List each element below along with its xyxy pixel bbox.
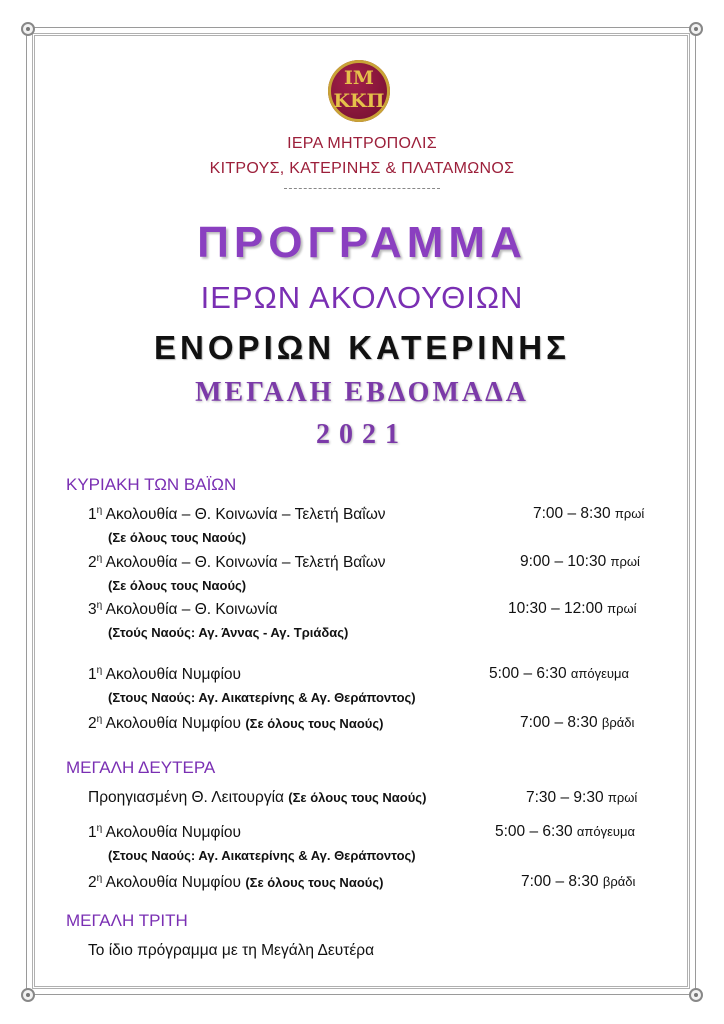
- service-row-1: $1^\eta$ Ακολουθία – Θ. Κοινωνία – Τελετή Βαΐων: [88, 505, 386, 524]
- metropolis-line-1: ΙΕΡΑ ΜΗΤΡΟΠΟΛΙΣ: [287, 135, 437, 152]
- service-row-7: $1^\eta$ Ακολουθία Νυμφίου: [88, 823, 241, 842]
- title-year: 2021: [316, 419, 408, 450]
- section-megali-deftera: ΜΕΓΑΛΗ ΔΕΥΤΕΡΑ: [66, 758, 216, 777]
- service-location-1: (Σε όλους τους Ναούς): [108, 530, 247, 545]
- logo-letters-top: ΙΜ: [344, 67, 374, 89]
- service-time-1: 7:00 – 8:30 πρωί: [533, 505, 645, 522]
- service-time-5: 7:00 – 8:30 βράδι: [520, 714, 635, 731]
- service-row-5: $2^\eta$ Ακολουθία Νυμφίου (Σε όλους τους Ναούς): [88, 714, 384, 733]
- service-location-4: (Στους Ναούς: Αγ. Αικατερίνης & Αγ. Θεράποντος): [108, 690, 416, 705]
- service-time-4: 5:00 – 6:30 απόγευμα: [489, 665, 630, 682]
- corner-ornament-top-right: [689, 22, 703, 36]
- service-row-9: Το ίδιο πρόγραμμα με τη Μεγάλη Δευτέρα: [88, 942, 375, 959]
- corner-ornament-top-left: [21, 22, 35, 36]
- service-location-2: (Σε όλους τους Ναούς): [108, 578, 247, 593]
- service-time-2: 9:00 – 10:30 πρωί: [520, 553, 640, 570]
- service-location-7: (Στους Ναούς: Αγ. Αικατερίνης & Αγ. Θεράποντος): [108, 848, 416, 863]
- title-megali-evdomada: ΜΕΓΑΛΗ ΕΒΔΟΜΑΔΑ: [195, 377, 529, 408]
- service-row-6: Προηγιασμένη Θ. Λειτουργία (Σε όλους τους Ναούς): [88, 789, 427, 806]
- title-ieron-akolouthion: ΙΕΡΩΝ ΑΚΟΛΟΥΘΙΩΝ: [200, 280, 524, 315]
- title-enorion-katerinis: ΕΝΟΡΙΩΝ ΚΑΤΕΡΙΝΗΣ: [154, 329, 570, 366]
- metropolis-logo: [328, 60, 390, 122]
- corner-ornament-bottom-right: [689, 988, 703, 1002]
- service-time-3: 10:30 – 12:00 πρωί: [508, 600, 637, 617]
- service-row-3: $3^\eta$ Ακολουθία – Θ. Κοινωνία: [88, 600, 278, 619]
- header-divider: [284, 188, 440, 189]
- service-time-7: 5:00 – 6:30 απόγευμα: [495, 823, 636, 840]
- service-time-6: 7:30 – 9:30 πρωί: [526, 789, 638, 806]
- section-kyriaki-vaion: ΚΥΡΙΑΚΗ ΤΩΝ ΒΑΪΩΝ: [66, 475, 237, 494]
- metropolis-line-2: ΚΙΤΡΟΥΣ, ΚΑΤΕΡΙΝΗΣ & ΠΛΑΤΑΜΩΝΟΣ: [209, 160, 515, 177]
- logo-letters-bottom: ΚΚΠ: [333, 90, 385, 112]
- service-row-2: $2^\eta$ Ακολουθία – Θ. Κοινωνία – Τελετή Βαΐων: [88, 553, 386, 572]
- title-programma: ΠΡΟΓΡΑΜΜΑ: [197, 218, 527, 267]
- service-time-8: 7:00 – 8:30 βράδι: [521, 873, 636, 890]
- section-megali-triti: ΜΕΓΑΛΗ ΤΡΙΤΗ: [66, 911, 188, 930]
- service-row-4: $1^\eta$ Ακολουθία Νυμφίου: [88, 665, 241, 684]
- service-row-8: $2^\eta$ Ακολουθία Νυμφίου (Σε όλους τους Ναούς): [88, 873, 384, 892]
- service-location-3: (Στούς Ναούς: Αγ. Άννας - Αγ. Τριάδας): [108, 625, 349, 640]
- corner-ornament-bottom-left: [21, 988, 35, 1002]
